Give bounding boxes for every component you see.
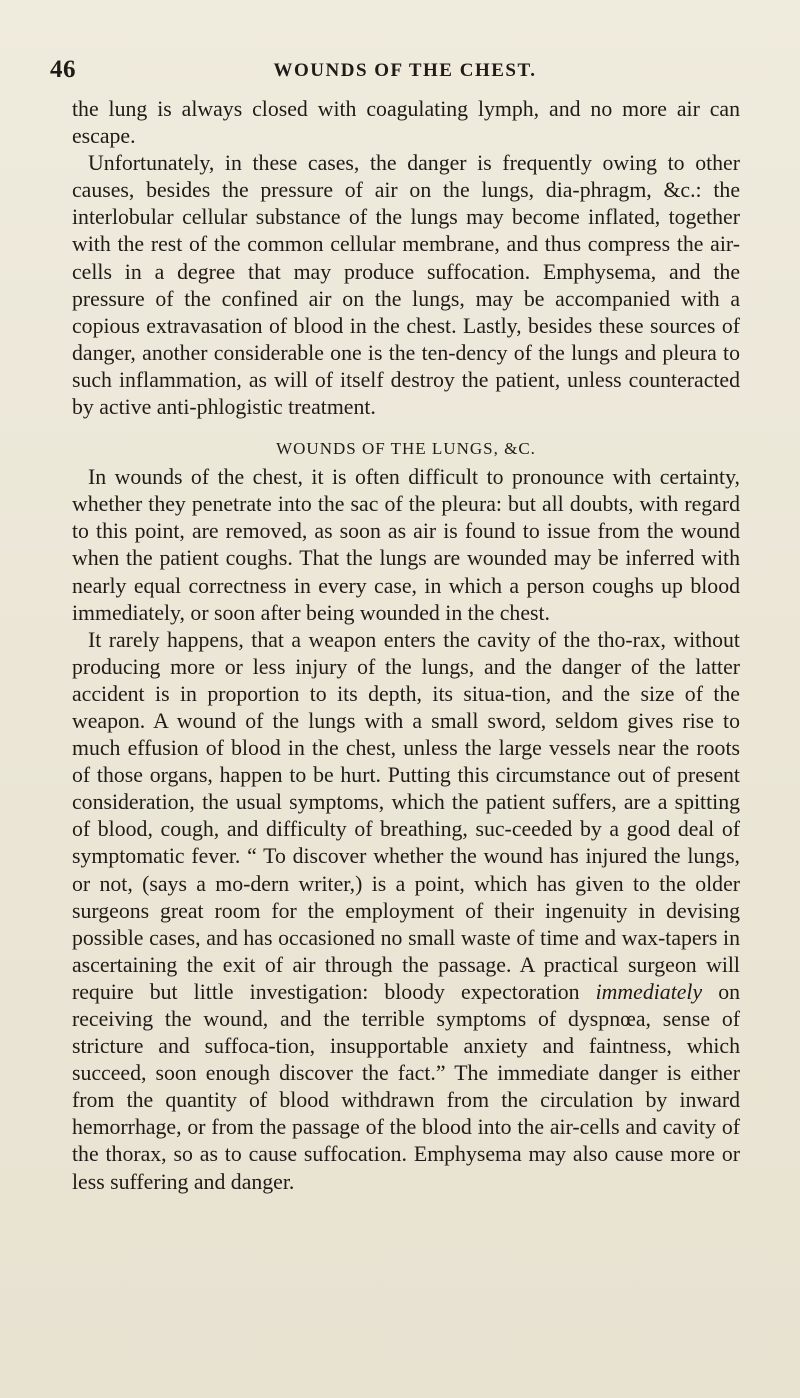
paragraph-wounds-of-chest: In wounds of the chest, it is often difficult to pronounce with certainty, whether they penetrate into the sac of the pleura: but all doubts, with regard to this point, are removed, as soon as air is found to issue from the wound when the patient coughs. That the lungs are wounded may be inferred with nearly equal correctness in every case, in which a person coughs up blood immediately, or soon after being wounded in the chest. [72,465,740,625]
paragraph-rarely-happens [72,627,740,1196]
body-text [72,96,740,1196]
emphasis-immediately: immediately [595,979,703,1004]
paragraph-continuation: the lung is always closed with coagulating lymph, and no more air can escape. [72,97,740,149]
section-heading: WOUNDS OF THE LUNGS, &C. [276,439,536,459]
running-head: WOUNDS OF THE CHEST. [273,60,537,81]
paragraph-text-part-b: on receiving the wound, and the terrible symptoms of dyspnœa, sense of stricture and suffoca-tion, insupportable anxiety and faintness, which succeed, soon enough discover the fact.” The immediate danger is either from the quantity of blood withdrawn from the circulation by inward hemorrhage, or from the passage of the blood into the air-cells and cavity of the thorax, so as to cause suffocation. Emphysema may also cause more or less suffering and danger. [72,979,740,1194]
paragraph-text-part-a: It rarely happens, that a weapon enters the cavity of the tho-rax, without producing more or less injury of the lungs, and the danger of the latter accident is in proportion to its depth, its situa-tion, and the size of the weapon. A wound of the lungs with a small sword, seldom gives rise to much effusion of blood in the chest, unless the large vessels near the roots of those organs, happen to be hurt. Putting this circumstance out of present consideration, the usual symptoms, which the patient suffers, are a spitting of blood, cough, and difficulty of breathing, suc-ceeded by a good deal of symptomatic fever. “ To discover whether the wound has injured the lungs, or not, (says a mo-dern writer,) is a point, which has given to the older surgeons great room for the employment of their ingenuity in devising possible cases, and has occasioned no small waste of time and wax-tapers in ascertaining the exit of air through the passage. A practical surgeon will require but little investigation: bloody expectoration [72,627,740,1004]
paragraph-unfortunately: Unfortunately, in these cases, the danger is frequently owing to other causes, besides the pressure of air on the lungs, dia-phragm, &c.: the interlobular cellular substance of the lungs may become inflated, together with the rest of the common cellular membrane, and thus compress the air-cells in a degree that may produce suffocation. Emphysema, and the pressure of the confined air on the lungs, may be accompanied with a copious extravasation of blood in the chest. Lastly, besides these sources of danger, another considerable one is the ten-dency of the lungs and pleura to such inflammation, as will of itself destroy the patient, unless counteracted by active anti-phlogistic treatment. [72,151,740,420]
page-header [50,56,740,86]
page-number: 46 [50,56,76,83]
